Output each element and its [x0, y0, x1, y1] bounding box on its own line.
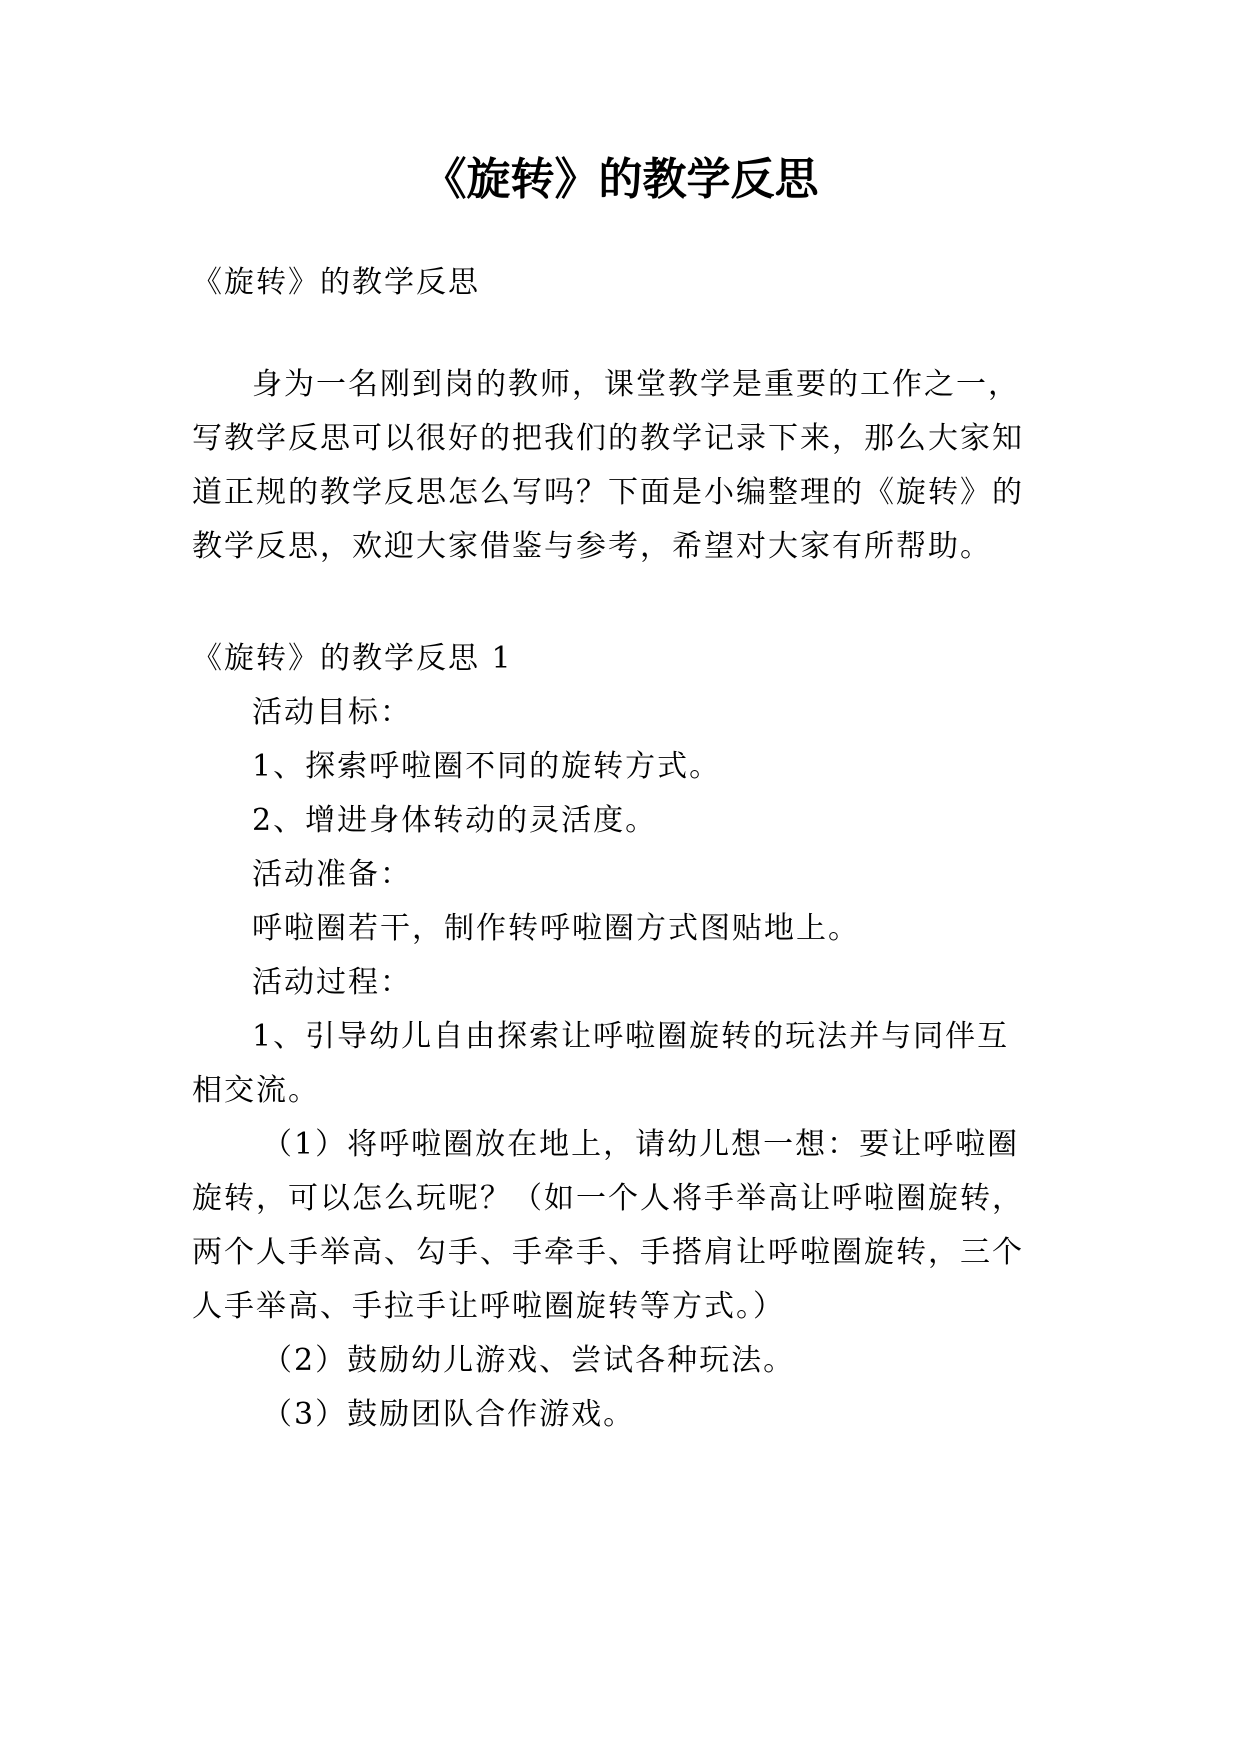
step-2: （2）鼓励幼儿游戏、尝试各种玩法。: [262, 1343, 796, 1378]
prep-text: 呼啦圈若干，制作转呼啦圈方式图贴地上。: [252, 911, 860, 946]
goal-heading: 活动目标：: [252, 695, 412, 730]
page-title: 《旋转》的教学反思: [422, 154, 819, 205]
goal-item-1: 1、探索呼啦圈不同的旋转方式。: [252, 749, 722, 784]
intro-line-1: 身为一名刚到岗的教师，课堂教学是重要的工作之一，: [252, 367, 1020, 402]
prep-heading: 活动准备：: [252, 857, 412, 892]
step-1-line-1: （1）将呼啦圈放在地上，请幼儿想一想：要让呼啦圈: [262, 1127, 1020, 1162]
process-1-line-1: 1、引导幼儿自由探索让呼啦圈旋转的玩法并与同伴互: [252, 1019, 1010, 1054]
intro-line-3: 道正规的教学反思怎么写吗？下面是小编整理的《旋转》的: [192, 475, 1024, 510]
process-heading: 活动过程：: [252, 965, 412, 1000]
intro-line-2: 写教学反思可以很好的把我们的教学记录下来，那么大家知: [192, 421, 1024, 456]
subtitle: 《旋转》的教学反思: [192, 265, 480, 300]
goal-item-2: 2、增进身体转动的灵活度。: [252, 803, 658, 838]
step-1-line-4: 人手举高、手拉手让呼啦圈旋转等方式。）: [192, 1289, 785, 1324]
intro-line-4: 教学反思，欢迎大家借鉴与参考，希望对大家有所帮助。: [192, 529, 992, 564]
step-1-line-2: 旋转，可以怎么玩呢？（如一个人将手举高让呼啦圈旋转，: [192, 1181, 1024, 1216]
process-1-line-2: 相交流。: [192, 1073, 320, 1108]
section-title: 《旋转》的教学反思 1: [192, 641, 513, 676]
step-3: （3）鼓励团队合作游戏。: [262, 1397, 636, 1432]
step-1-line-3: 两个人手举高、勾手、手牵手、手搭肩让呼啦圈旋转，三个: [192, 1235, 1024, 1270]
